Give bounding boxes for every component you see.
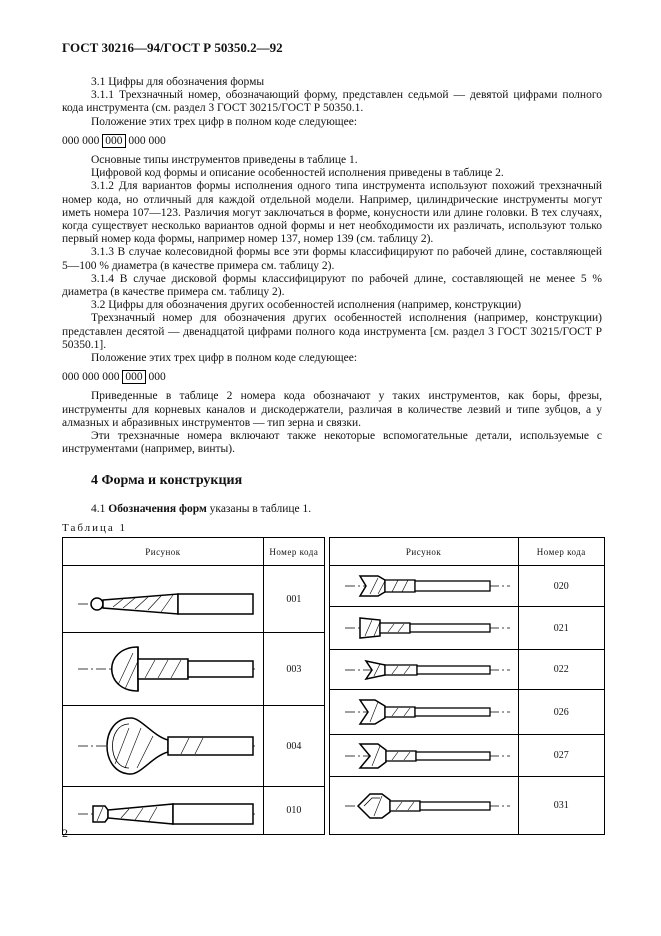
code-cell: 026 xyxy=(518,690,604,735)
paragraph xyxy=(62,503,602,516)
shape-027-drawing xyxy=(330,736,518,776)
code-cell: 001 xyxy=(264,566,325,633)
paragraph: 3.1 Цифры для обозначения формы xyxy=(91,76,265,88)
drawing-cell-021 xyxy=(329,607,518,650)
shape-004-drawing xyxy=(63,706,263,786)
shape-022-drawing xyxy=(330,651,518,689)
drawing-cell-020 xyxy=(329,566,518,607)
drawing-cell-004 xyxy=(63,706,264,787)
col-header-code: Номер кода xyxy=(264,538,325,566)
code-cell: 004 xyxy=(264,706,325,787)
shape-026-drawing xyxy=(330,690,518,734)
code-part: 000 000 xyxy=(128,134,166,147)
drawing-cell-031 xyxy=(329,777,518,835)
paragraph: 3.1.4 В случае дисковой формы классифицируют по рабочей длине, составляющей не менее 5 % диаметра (в качестве примера см. таблицу 2). xyxy=(62,272,602,299)
page-number: 2 xyxy=(62,826,68,840)
page-header: ГОСТ 30216—94/ГОСТ Р 50350.2—92 xyxy=(62,40,283,55)
drawing-cell-010 xyxy=(63,787,264,835)
col-header-code: Номер кода xyxy=(518,538,604,566)
code-example-2 xyxy=(62,371,602,384)
drawing-cell-001 xyxy=(63,566,264,633)
code-cell: 010 xyxy=(264,787,325,835)
clause-bold-term: Обозначения форм xyxy=(108,502,207,515)
code-highlight-box: 000 xyxy=(102,134,125,148)
code-highlight-box: 000 xyxy=(122,370,145,384)
paragraph: Положение этих трех цифр в полном коде следующее: xyxy=(91,352,358,365)
table-caption: Таблица 1 xyxy=(62,522,128,534)
paragraph: Положение этих трех цифр в полном коде следующее: xyxy=(91,115,358,128)
clause-text: указаны в таблице 1. xyxy=(209,502,312,515)
code-cell: 027 xyxy=(518,735,604,777)
code-cell: 020 xyxy=(518,566,604,607)
paragraph: Цифровой код формы и описание особенностей исполнения приведены в таблице 2. xyxy=(91,167,504,180)
code-part: 000 000 000 xyxy=(62,371,120,384)
clause-number: 4.1 xyxy=(91,502,106,515)
code-part: 000 000 xyxy=(62,134,100,147)
paragraph: 3.2 Цифры для обозначения других особенностей исполнения (например, конструкции) xyxy=(91,299,522,312)
shape-003-drawing xyxy=(63,633,263,705)
paragraph: Приведенные в таблице 2 номера кода обозначают у таких инструментов, как боры, фрезы, инструменты для корневых каналов и дискодержатели, различая в количестве лезвий и типе зубцов, а у алмазных и абразивных инструментов — тип зерна и связки. xyxy=(62,390,602,429)
shape-001-drawing xyxy=(63,572,263,626)
col-header-drawing: Рисунок xyxy=(329,538,518,566)
code-cell: 021 xyxy=(518,607,604,650)
drawing-cell-022 xyxy=(329,650,518,690)
paragraph: Эти трехзначные номера включают также некоторые вспомогательные детали, используемые с инструментами (например, винты). xyxy=(62,430,602,456)
paragraph: Трехзначный номер для обозначения других особенностей исполнения (например, конструкции) представлен десятой — двенадцатой цифрами полного кода инструмента [см. раздел 3 ГОСТ 30215/ГОСТ Р 50350.1]. xyxy=(62,312,602,351)
code-cell: 022 xyxy=(518,650,604,690)
shape-031-drawing xyxy=(330,782,518,830)
code-example-1 xyxy=(62,135,602,148)
section-heading: 4 Форма и конструкция xyxy=(91,473,243,489)
shape-021-drawing xyxy=(330,607,518,649)
code-cell: 003 xyxy=(264,633,325,706)
drawing-cell-003 xyxy=(63,633,264,706)
shapes-table xyxy=(62,537,605,835)
drawing-cell-027 xyxy=(329,735,518,777)
code-cell: 031 xyxy=(518,777,604,835)
drawing-cell-026 xyxy=(329,690,518,735)
shape-020-drawing xyxy=(330,566,518,606)
shape-010-drawing xyxy=(63,788,263,834)
paragraph: 3.1.3 В случае колесовидной формы все эти формы классифицируют по рабочей длине, составляющей 5—100 % диаметра (в качестве примера см. таблицу 2). xyxy=(62,246,602,272)
paragraph: 3.1.1 Трехзначный номер, обозначающий форму, представлен седьмой — девятой цифрами полного кода инструмента (см. раздел 3 ГОСТ 30215/ГОСТ Р 50350.1. xyxy=(62,89,602,115)
col-header-drawing: Рисунок xyxy=(63,538,264,566)
paragraph: Основные типы инструментов приведены в таблице 1. xyxy=(91,154,358,167)
code-part: 000 xyxy=(148,371,166,384)
paragraph: 3.1.2 Для вариантов формы исполнения одного типа инструмента используют похожий трехзначный номер кода, но отличный для каждой отдельной модели. Например, цилиндрические инструменты могут иметь номера 107—123. Различия могут заключаться в форме, конусности или длине головки. В тех случаях, когда существует несколько вариантов одной формы и нет необходимости их различать, используют только первый номер кода формы, например номер 137, номер 139 (см. таблицу 2). xyxy=(62,180,602,246)
document-body xyxy=(62,76,602,516)
